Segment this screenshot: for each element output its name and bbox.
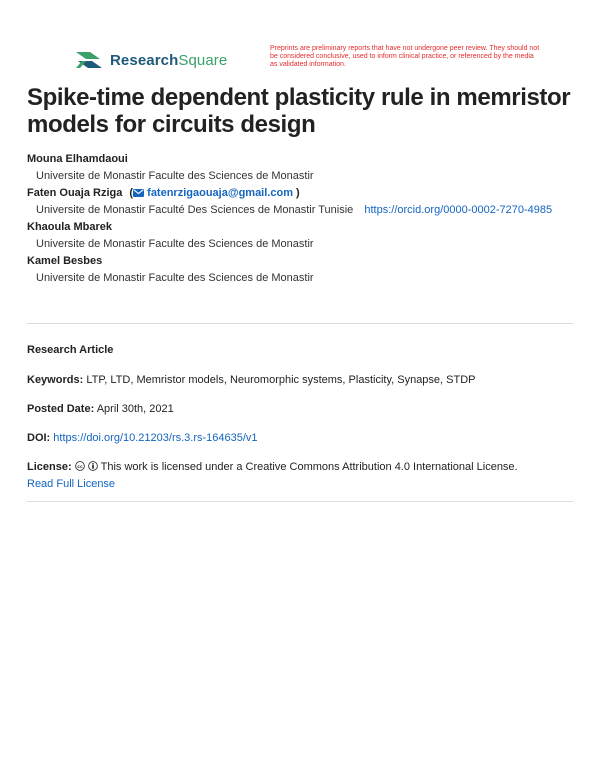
cc-icon (75, 461, 85, 471)
orcid-link[interactable]: https://orcid.org/0000-0002-7270-4985 (364, 204, 553, 216)
author-row: Faten Ouaja Rziga ( fatenrzigaouaja@gmail.com ) (27, 187, 300, 199)
doi-link[interactable]: https://doi.org/10.21203/rs.3.rs-164635/v1 (53, 432, 258, 444)
author-affiliation: Universite de Monastir Faculté Des Sciences de Monastir Tunisie https://orcid.org/0000-0002-7270-4985 (36, 204, 553, 216)
author-name: Kamel Besbes (27, 255, 103, 267)
read-full-license-link[interactable]: Read Full License (27, 478, 116, 490)
keywords-label: Keywords: (27, 374, 84, 386)
article-type: Research Article (27, 344, 114, 356)
preprint-disclaimer: Preprints are preliminary reports that have not undergone peer review. They should not be considered conclusive, used to inform clinical practice, or referenced by the media as validated information. (270, 45, 540, 69)
research-square-logo-icon (74, 48, 104, 72)
svg-text:cc: cc (76, 464, 83, 470)
brand-name: ResearchSquare (110, 51, 228, 69)
envelope-icon (133, 189, 144, 197)
license-row (27, 459, 573, 493)
author-email-link[interactable]: fatenrzigaouaja@gmail.com (147, 187, 293, 199)
divider (27, 323, 573, 324)
doi-row (27, 430, 573, 447)
research-square-logo[interactable] (74, 47, 227, 73)
author-affiliation: Universite de Monastir Faculte des Sciences de Monastir (36, 238, 314, 250)
paper-title: Spike-time dependent plasticity rule in memristor models for circuits design (27, 84, 571, 138)
page-header (74, 44, 574, 80)
keywords-value: LTP, LTD, Memristor models, Neuromorphic systems, Plasticity, Synapse, STDP (86, 374, 476, 386)
author-name: Faten Ouaja Rziga (27, 187, 123, 199)
posted-date-label: Posted Date: (27, 403, 95, 415)
author-affiliation: Universite de Monastir Faculte des Sciences de Monastir (36, 170, 314, 182)
cc-by-icon (88, 461, 98, 471)
author-name: Khaoula Mbarek (27, 221, 112, 233)
doi-label: DOI: (27, 432, 51, 444)
license-text: This work is licensed under a Creative Commons Attribution 4.0 International License. (100, 461, 518, 473)
license-label: License: (27, 461, 72, 473)
author-list (27, 151, 573, 287)
keywords-row (27, 372, 573, 389)
divider (27, 501, 573, 502)
author-name: Mouna Elhamdaoui (27, 153, 128, 165)
author-affiliation: Universite de Monastir Faculte des Sciences de Monastir (36, 272, 314, 284)
posted-date-value: April 30th, 2021 (96, 403, 174, 415)
posted-date-row (27, 401, 573, 418)
